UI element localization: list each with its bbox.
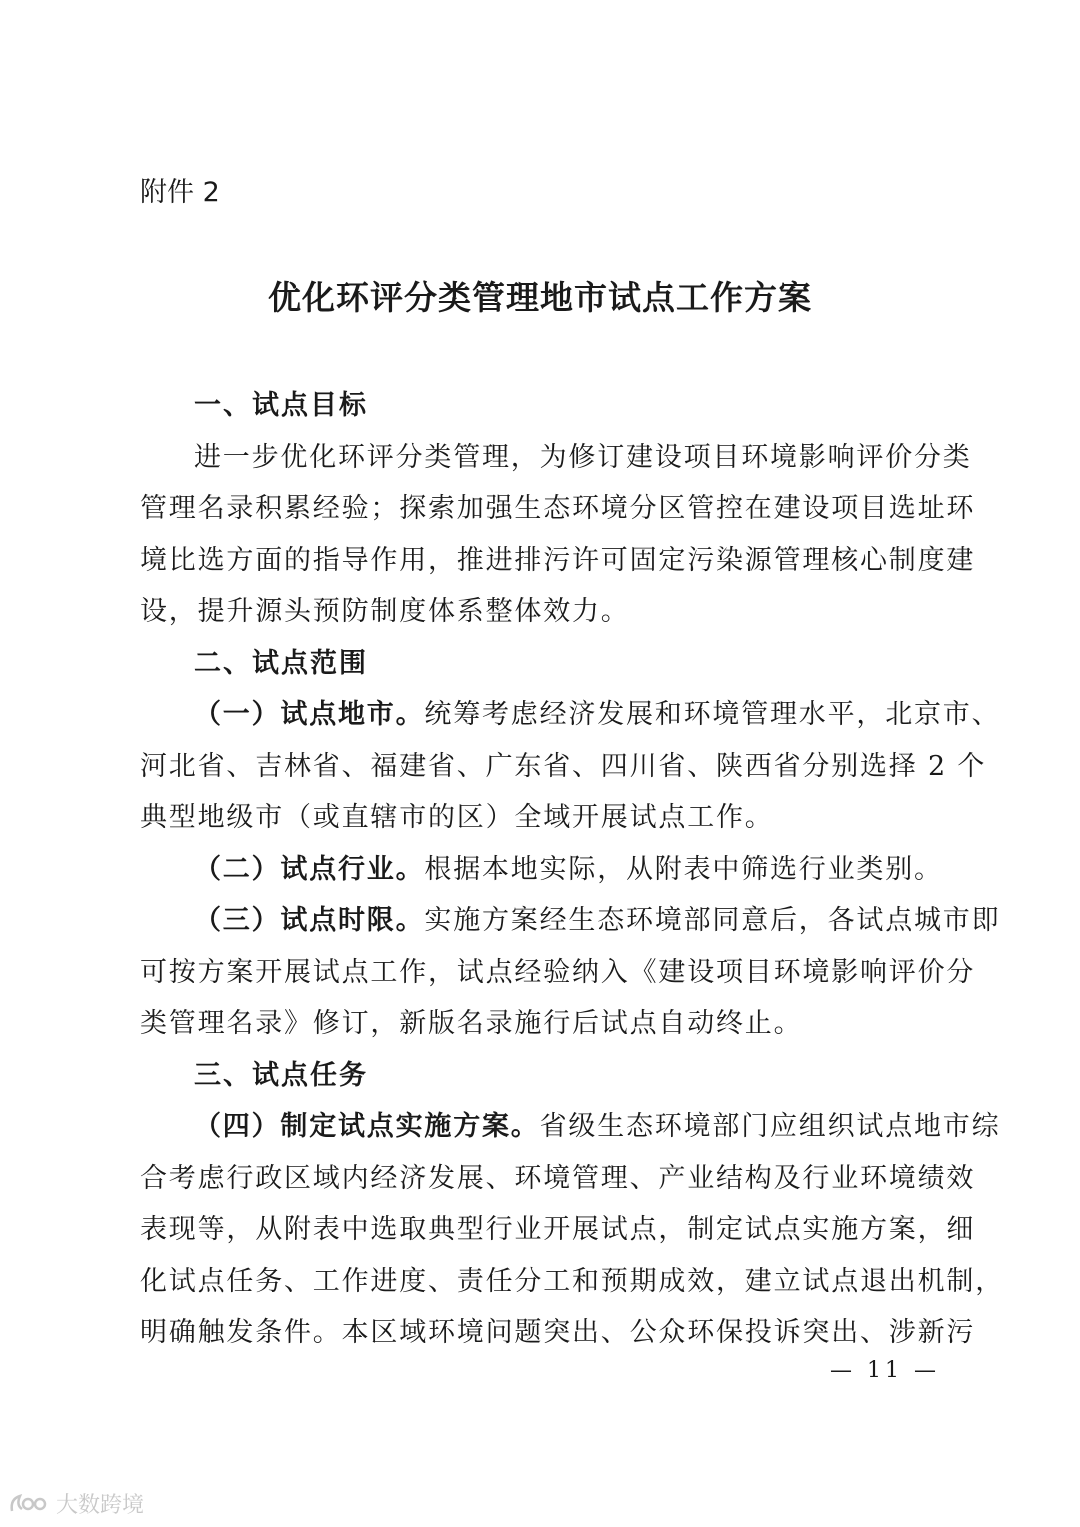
section-heading-3: 三、试点任务 [194, 1059, 368, 1091]
item-3-label: （三）试点时限。 [194, 905, 425, 936]
paragraph-line: 化试点任务、工作进度、责任分工和预期成效，建立试点退出机制， [140, 1265, 1004, 1297]
paragraph-line: 表现等，从附表中选取典型行业开展试点，制定试点实施方案，细 [140, 1214, 976, 1245]
paragraph-line: 合考虑行政区域内经济发展、环境管理、产业结构及行业环境绩效 [140, 1162, 976, 1194]
paragraph-line: 境比选方面的指导作用，推进排污许可固定污染源管理核心制度建 [140, 544, 976, 576]
document-title: 优化环评分类管理地市试点工作方案 [268, 278, 812, 317]
item-3-line [140, 895, 1001, 947]
page-number: — 11 — [830, 1358, 940, 1383]
item-4-label: （四）制定试点实施方案。 [194, 1111, 540, 1142]
paragraph-line: 河北省、吉林省、福建省、广东省、四川省、陕西省分别选择 2 个 [140, 750, 987, 782]
paragraph-line: 设，提升源头预防制度体系整体效力。 [140, 596, 630, 627]
item-2-text: 根据本地实际，从附表中筛选行业类别。 [424, 853, 943, 885]
paragraph-line: 进一步优化环评分类管理，为修订建设项目环境影响评价分类 [194, 441, 972, 473]
watermark [8, 1488, 144, 1519]
paragraph-line: 管理名录积累经验；探索加强生态环境分区管控在建设项目选址环 [140, 493, 976, 524]
item-4-text: 省级生态环境部门应组织试点地市综 [539, 1111, 1001, 1142]
watermark-logo-icon [8, 1491, 50, 1517]
paragraph-line: 类管理名录》修订，新版名录施行后试点自动终止。 [140, 1008, 803, 1039]
item-3-text: 实施方案经生态环境部同意后，各试点城市即 [424, 905, 1001, 936]
paragraph-line: 典型地级市（或直辖市的区）全域开展试点工作。 [140, 802, 774, 833]
watermark-text: 大数跨境 [56, 1493, 145, 1518]
item-2-label: （二）试点行业。 [194, 853, 425, 885]
document-body [140, 380, 1004, 1359]
item-1-text: 统筹考虑经济发展和环境管理水平，北京市、 [424, 699, 1001, 730]
attachment-label: 附件 2 [140, 177, 220, 208]
section-heading-2: 二、试点范围 [194, 647, 368, 679]
section-heading-1: 一、试点目标 [194, 390, 368, 421]
item-4-line [140, 1101, 1001, 1153]
item-1-label: （一）试点地市。 [194, 699, 425, 730]
paragraph-line: 可按方案开展试点工作，试点经验纳入《建设项目环境影响评价分 [140, 956, 976, 988]
paragraph-line: 明确触发条件。本区域环境问题突出、公众环保投诉突出、涉新污 [140, 1317, 976, 1348]
item-2-line [140, 844, 943, 896]
item-1-line [140, 689, 1001, 741]
